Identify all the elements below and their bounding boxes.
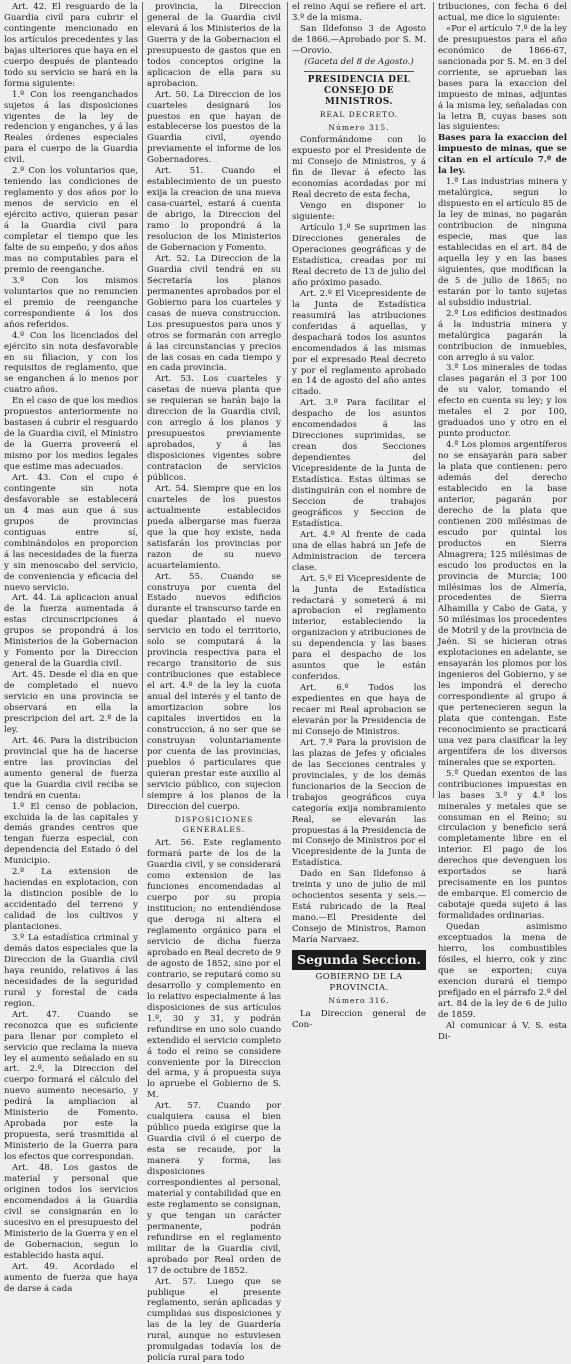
- section-heading: DISPOSICIONES GENERALES.: [174, 814, 254, 835]
- column-2: [147, 2, 281, 1364]
- paragraph: Art. 49. Acordado el aumento de fuerza que haya de darse á cada: [4, 1261, 138, 1294]
- paragraph: 1.ª Las industrias minera y metalúrgica, segun lo dispuesto en el artículo 85 de la ley de minas, no pagarán contribucion de ninguna especie, mas que las establecidas en el art. 84 de aquella ley y en las bases siguientes, que modifican la de 5 de julio de 1865; no estarán por lo tanto sujetas al subsidio industrial.: [438, 177, 567, 308]
- paragraph: Art. 7.º Para la provision de las plazas de Jefes y oficiales de las Secciones centrales y provinciales, y de los demás funcionarios de la Seccion de trabajos geográficos cuya categoría exija nombramiento Real, se elevarán las propuestas á la Presidencia de mi Consejo de Ministros por el Vicepresidente de la Junta de Estadística.: [292, 737, 426, 869]
- paragraph: Art. 44. La aplicacion anual de la fuerza aumentada á estas circunscripciones á grupos se propondrá á los Ministerios de la Gobernacion y Fomento por la Direccion general de la Guardia civil.: [4, 593, 138, 670]
- paragraph: Art. 2.º El Vicepresidente de la Junta de Estadística reasumirá las atribuciones conferidas á aquellas, y despachará todos los asuntos encomendados á las mismas por el expresado Real decreto y por el reglamento aprobado en 14 de agosto del año antes citado.: [292, 288, 426, 398]
- section-title: PRESIDENCIA DEL CONSEJO DE MINISTROS.: [307, 74, 411, 107]
- paragraph: Conformándome con lo expuesto por el Presidente de mi Consejo de Ministros, y á fin de llevar á efecto las economías acordadas por mí Real decreto de esta fecha,: [292, 135, 426, 201]
- paragraph: Art. 45. Desde el dia en que de completado el nuevo servicio en una provincia se observará en ella la prescripcion del art. 2.º de la ley.: [4, 670, 138, 735]
- paragraph: 2.ª Los edificios destinados á la industria minera y metalúrgica pagarán la contribucion de inmuebles, con arreglo á su valor.: [438, 308, 567, 363]
- column-1: [4, 2, 138, 1294]
- section-banner: Segunda Seccion.: [292, 950, 426, 970]
- paragraph: Quedan asimismo exceptuados la mena de hierro, los combustibles fósiles, el hierro, cok y zinc que se exporten; cuya exencion durará el tiempo prefijado en el párrafo 2.º del art. 84 de la ley de 6 de julio de 1859.: [438, 922, 567, 1020]
- paragraph: Art. 5.º El Vicepresidente de la Junta de Estadística redactará y someterá á mi aprobacion el reglamento interior, estableciendo la organizacion y atribuciones de su dependencia y las bases para el despacho de los asuntos que le están conferidos.: [292, 573, 426, 683]
- paragraph: Art. 57. Cuando por cualquiera causa el bien público pueda exigirse que la Guardia civil ó el cuerpo de esta se recaude, por la manera y forma, las disposiciones correspondientes al personal, material y contabilidad que en este reglamento se consignan, y que tengan un carácter permanente, podrán refundirse en el reglamento militar de la Guardia civil, aprobado por Real orden de 17 de octubre de 1852.: [147, 1101, 281, 1276]
- source-note: (Gaceta del 8 de Agosto.): [304, 56, 414, 67]
- paragraph: Art. 48. Los gastos de material y personal que originen todos los servicios encomendados á la Guardia civil se consignarán en lo sucesivo en el presupuesto del Ministerio de la Guerra y en el de Gobernacion, segun lo establecido hasta aquí.: [4, 1163, 138, 1261]
- paragraph: Art. 57. Luego que se publique el presente reglamento, serán aplicadas y cumplidas sus disposiciones y las de la ley de Guardería rural, aunque no estuviesen promulgadas todavía los de policía rural para todo: [147, 1276, 281, 1364]
- paragraph: 4.º Con los licenciados del ejército sin nota desfavorable en su filiacion, y con los requisitos de reglamento, que se enganchen á lo menos por cuatro años.: [4, 330, 138, 396]
- paragraph: el reino Aquí se refiere el art. 3.º de la misma.: [292, 2, 426, 23]
- paragraph: 2.º La extension de haciendas en explotacion, con la distincion posible de lo accidentado del terreno y calidad de los cultivos y plantaciones.: [4, 867, 138, 933]
- column-4: [438, 2, 567, 1042]
- paragraph: 2.º Con los voluntarios que, teniendo las condiciones de reglamento y dos años por lo menos de servicio en el ejército activo, quieran pasar á la Guardia civil para completar el tiempo que les falte de su empeño, y dos años mas no computables para el premio de reenganche.: [4, 166, 138, 275]
- paragraph: 1.º El censo de poblacion, excluida la de las capitales y demás grandes centros que tengan fuerza especial, con dependencia del Estado ó del Municipio.: [4, 801, 138, 867]
- column-rule: [433, 2, 434, 798]
- paragraph: Art. 53. Los cuarteles y casetas de nueva planta que se requieran se harán bajo la direccion de la Guardia civil, con arreglo á los planos y presupuestos previamente aprobados, y á las disposiciones vigentes sobre contratacion de servicios públicos.: [147, 374, 281, 483]
- paragraph: La Direccion general de Con-: [292, 1008, 426, 1030]
- paragraph: Al comunicar á V. S. esta Di-: [438, 1020, 567, 1042]
- column-rule: [142, 2, 143, 798]
- paragraph: Artículo 1.º Se suprimen las Direcciones generales de Operaciones geográficas y de Estadística, creadas por mi Real decreto de 13 de julio del año próximo pasado.: [292, 223, 426, 288]
- column-3: [292, 2, 426, 1030]
- paragraph: 3.º La estadística criminal y demás datos especiales que la Direccion de la Guardia civil haya reunido, relativos á las necesidades de la seguridad rural y forestal de cada region.: [4, 933, 138, 1009]
- paragraph: Art. 56. Este reglamento formará parte de los de la Guardia civil, y se considerará como extension de las funciones encomendadas al cuerpo por su propia institucion; no entendiéndose que deroga ni altera el reglamento orgánico para el servicio de dicha fuerza aprobado en Real decreto de 9 de agosto de 1852, sino por el contrario, se reputará como su desarrollo y complemento en lo relativo especialmente á las disposiciones de sus artículos 1.º, 30 y 31, y podrán refundirse en uno solo cuando extendido el servicio completo á todo el reino se considere conveniente por la Direccion del arma, y á propuesta suya lo apruebe el Gobierno de S. M.: [147, 838, 281, 1101]
- decree-number: Número 315.: [328, 122, 390, 132]
- paragraph: «Por el artículo 7.º de la ley de presupuestos para el año económico de 1866-67, sancionada por S. M. en 3 del corriente, se aprueban las bases para la exaccion del impuesto de minas, adjuntas á la misma ley, señaladas con la letra B, cuyas bases son las siguientes:: [438, 23, 567, 133]
- paragraph: 4.ª Los plomos argentíferos no se ensayarán para saber la plata que contienen: pero además del derecho establecido en la base anterior, pagarán por derecho de la plata que contienen 200 milésimas de escudo por quintal los productos en Sierra Almagrera; 125 milésimas de escudo los productos en la provincia de Murcia; 100 milésimas los de Almería, procedentes de Sierra Alhamilla y Cabo de Gata, y 50 milésimas los procedentes de Motril y de la provincia de Jaén. Si se hicieran otras explotaciones en adelante, se ensayarán los plomos por los ingenieros del Gobierno, y se les impondrá el derecho correspondiente al grupo á que pertenecieren segun la plata que contengan. Este reconocimiento se practicará una vez para clasificar la ley argentífera de los diversos minerales que se exporten.: [438, 440, 567, 768]
- decree-label: REAL DECRETO.: [319, 109, 399, 119]
- paragraph: provincia, la Direccion general de la Guardia civil elevará á los Ministerios de la Guerra y de la Gobernacion el presupuesto de gastos que en todos conceptos origine la aplicacion de ella para su aprobacion.: [147, 2, 281, 89]
- divider: [304, 71, 414, 72]
- paragraph: Art. 54. Siempre que en los cuarteles de los puestos actualmente establecidos pueda albergarse mas fuerza que la que hoy existe, nada satisfarán los provincias por razon de su nuevo acuartelamiento.: [147, 483, 281, 571]
- paragraph: Art. 55. Cuando se construya por cuenta del Estado nuevos edificios durante el transcurso tarde en quedar plantado el nuevo servicio en todo el territorio, solo se computará á la provincia respectiva para el recargo transitorio de sus contribuciones que establece el art. 4.º de la ley la cuota anual del interés y el tanto de amortizacion sobre los capitales invertidos en la construccion, á no ser que se construyan voluntariamente por cuenta de las provincias, pueblos ó particulares que quieran prestar este auxilio al servicio público, con sujecion siempre á los planos de la Direccion del cuerpo.: [147, 571, 281, 812]
- paragraph: 3.º Con los mismos voluntarios que no renuncien el premio de reenganche correspondiente á los dos años referidos.: [4, 275, 138, 330]
- paragraph: 5.ª Quedan exentos de las contribuciones impuestas en las bases 3.ª y 4.ª los minerales y metales que se consuman en el Reino; su circulacion y beneficio será completamente libre en el interior. El pago de los derechos que devenguen los exportados se hará precisamente en los puntos de embarque. El comercio de cabotaje queda sujeto á las formalidades ordinarias.: [438, 768, 567, 922]
- paragraph: Art. 6.º Todos los expedientes en que haya de recaer mi Real aprobacion se elevarán por la Presidencia de mi Consejo de Ministros.: [292, 683, 426, 737]
- paragraph: tribuciones, con fecha 6 del actual, me dice lo siguiente:: [438, 2, 567, 23]
- column-rule: [287, 2, 288, 798]
- bases-heading: Bases para la exaccion del impuesto de minas, que se citan en el artículo 7.º de la ley.: [438, 133, 567, 177]
- paragraph: 3.ª Los minerales de todas clases pagarán el 3 por 100 de su valor, tomando el efecto en cuenta su ley; y los metales el 2 por 100, graduados uno y otro en el punto productor.: [438, 363, 567, 440]
- paragraph: Art. 47. Cuando se reconozca que es suficiente para llenar por completo el servicio que reclama la nueva ley el aumento señalado en su art. 2.º, la Direccion del cuerpo formará el cálculo del nuevo aumento necesario, y pedirá la ampliacion al Ministerio de Fomento. Aprobada por este la propuesta, será trasmitida al Ministerio de la Guerra para los efectos que correspondan.: [4, 1009, 138, 1163]
- signature-line: San Ildefonso 3 de Agosto de 1866.—Aprobado por S. M.—Orovio.: [292, 23, 426, 56]
- paragraph: Vengo en disponer lo siguiente:: [292, 201, 426, 223]
- paragraph: 1.º Con los reenganchados sujetos á las disposiciones vigentes de la ley de redencion y enganches, y á las Reales órdenes especiales para el cuerpo de la Guardia civil.: [4, 89, 138, 166]
- paragraph: Art. 52. La Direccion de la Guardia civil tendrá en su Secretaría los planos permanentes aprobados por el Gobierno para los cuarteles y casas de nueva construccion. Los presupuestos para unos y otros se formarán con arreglo á las circunstancias y precios de las cosas en cada tiempo y en cada provincia.: [147, 253, 281, 374]
- paragraph: Art. 42. El resguardo de la Guardia civil para cubrir el contingente mencionado en los artículos precedentes y las bajas ulteriores que haya en el cuerpo después de planteado todo su servicio se hará en la forma siguiente:: [4, 2, 138, 89]
- paragraph: En el caso de que los medios propuestos anteriormente no bastasen á cubrir el resguardo de la Guardia civil, el Ministro de la Guerra proveerá el mismo por los medios legales que estime mas adecuados.: [4, 396, 138, 473]
- paragraph: Art. 3.º Para facilitar el despacho de los asuntos encomendados á las Direcciones suprimidas, se crean dos Secciones dependientes del Vicepresidente de la Junta de Estadística. Estas últimas se distinguirán con el nombre de Seccion de trabajos geográficos y Seccion de Estadística.: [292, 398, 426, 529]
- paragraph: Art. 46. Para la distribucion provincial que ha de hacerse entre las provincias del aumento general de fuerza que la Guardia civil reciba se tendrá en cuenta:: [4, 735, 138, 801]
- paragraph: Art. 43. Con el cupo é contingente sin nota desfavorable se establecerá un 4 mas aun que á sus grupos de provincias contiguas entre sí, combinándolos en proporcion á las necesidades de la fuerza y sin menoscabo del servicio, de conveniencia y eficacia del nuevo servicio.: [4, 472, 138, 593]
- paragraph: Dado en San Ildefonso á treinta y uno de julio de mil ochocientos sesenta y seis.—Está rubricado de la Real mano.—El Presidente del Consejo de Ministros, Ramon María Narvaez.: [292, 869, 426, 946]
- paragraph: Art. 51. Cuando el establecimiento de un puesto exija la creacion de una nueva casa-cuartel, estará á cuenta de abrigo, la Direccion del ramo lo propondrá á la resolucion de los Ministerios de Gobernacion y Fomento.: [147, 166, 281, 253]
- decree-number: Número 316.: [328, 995, 390, 1005]
- paragraph: Art. 50. La Direccion de los cuarteles designará los puestos en que hayan de establecerse los puestos de la Guardia civil, oyendo previamente el informe de los Gobernadores.: [147, 89, 281, 166]
- section-subtitle: GOBIERNO DE LA PROVINCIA.: [315, 972, 403, 993]
- paragraph: Art. 4.º Al frente de cada una de ellas habrá un Jefe de Administracion de tercera clase.: [292, 529, 426, 573]
